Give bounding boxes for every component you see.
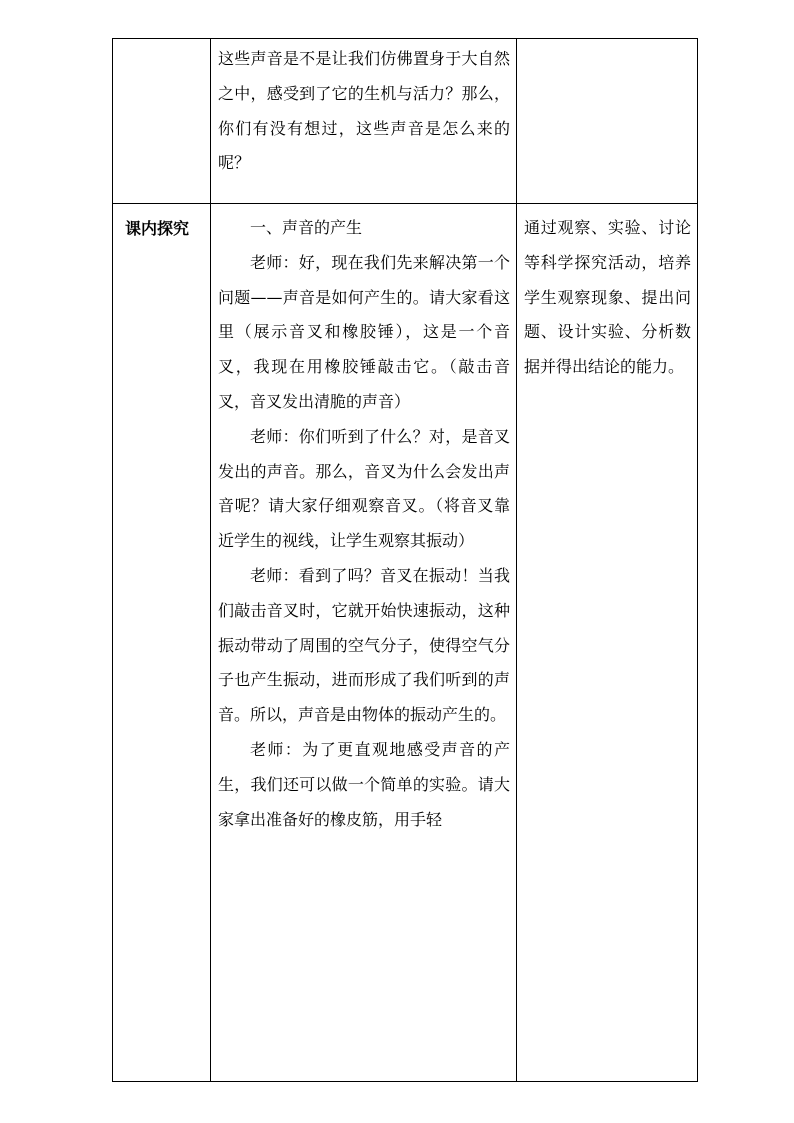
content-cell <box>211 39 517 204</box>
section-cell <box>113 39 211 204</box>
design-intent-text: 通过观察、实验、讨论等科学探究活动，培养学生观察现象、提出问题、设计实验、分析数据并得出结论的能力。 <box>524 218 691 377</box>
design-intent-text <box>517 39 697 46</box>
design-intent-cell <box>517 39 698 204</box>
section-cell <box>113 204 211 1082</box>
content-paragraph: 老师：好，现在我们先来解决第一个问题——声音是如何产生的。请大家看这里（展示音叉和橡胶锤），这是一个音叉，我现在用橡胶锤敲击它。（敲击音叉，音叉发出清脆的声音） <box>218 252 510 411</box>
section-heading: 一、声音的产生 <box>250 218 363 237</box>
table-row <box>113 204 698 1082</box>
section-label: 课内探究 <box>125 219 190 238</box>
content-paragraph: 老师：看到了吗？音叉在振动！当我们敲击音叉时，它就开始快速振动，这种振动带动了周围的空气分子，使得空气分子也产生振动，进而形成了我们听到的声音。所以，声音是由物体的振动产生的。 <box>218 565 510 725</box>
table-row <box>113 39 698 204</box>
content-cell <box>211 204 517 1082</box>
lesson-plan-table <box>112 38 698 1082</box>
content-paragraph: 老师：你们听到了什么？对，是音叉发出的声音。那么，音叉为什么会发出声音呢？请大家仔细观察音叉。（将音叉靠近学生的视线，让学生观察其振动） <box>218 426 510 551</box>
content-paragraph: 这些声音是不是让我们仿佛置身于大自然之中，感受到了它的生机与活力？那么，你们有没有想过，这些声音是怎么来的呢？ <box>218 49 510 173</box>
design-intent-cell <box>517 204 698 1082</box>
section-label <box>113 39 210 47</box>
content-paragraph: 老师：为了更直观地感受声音的产生，我们还可以做一个简单的实验。请大家拿出准备好的橡皮筋，用手轻 <box>218 739 510 829</box>
